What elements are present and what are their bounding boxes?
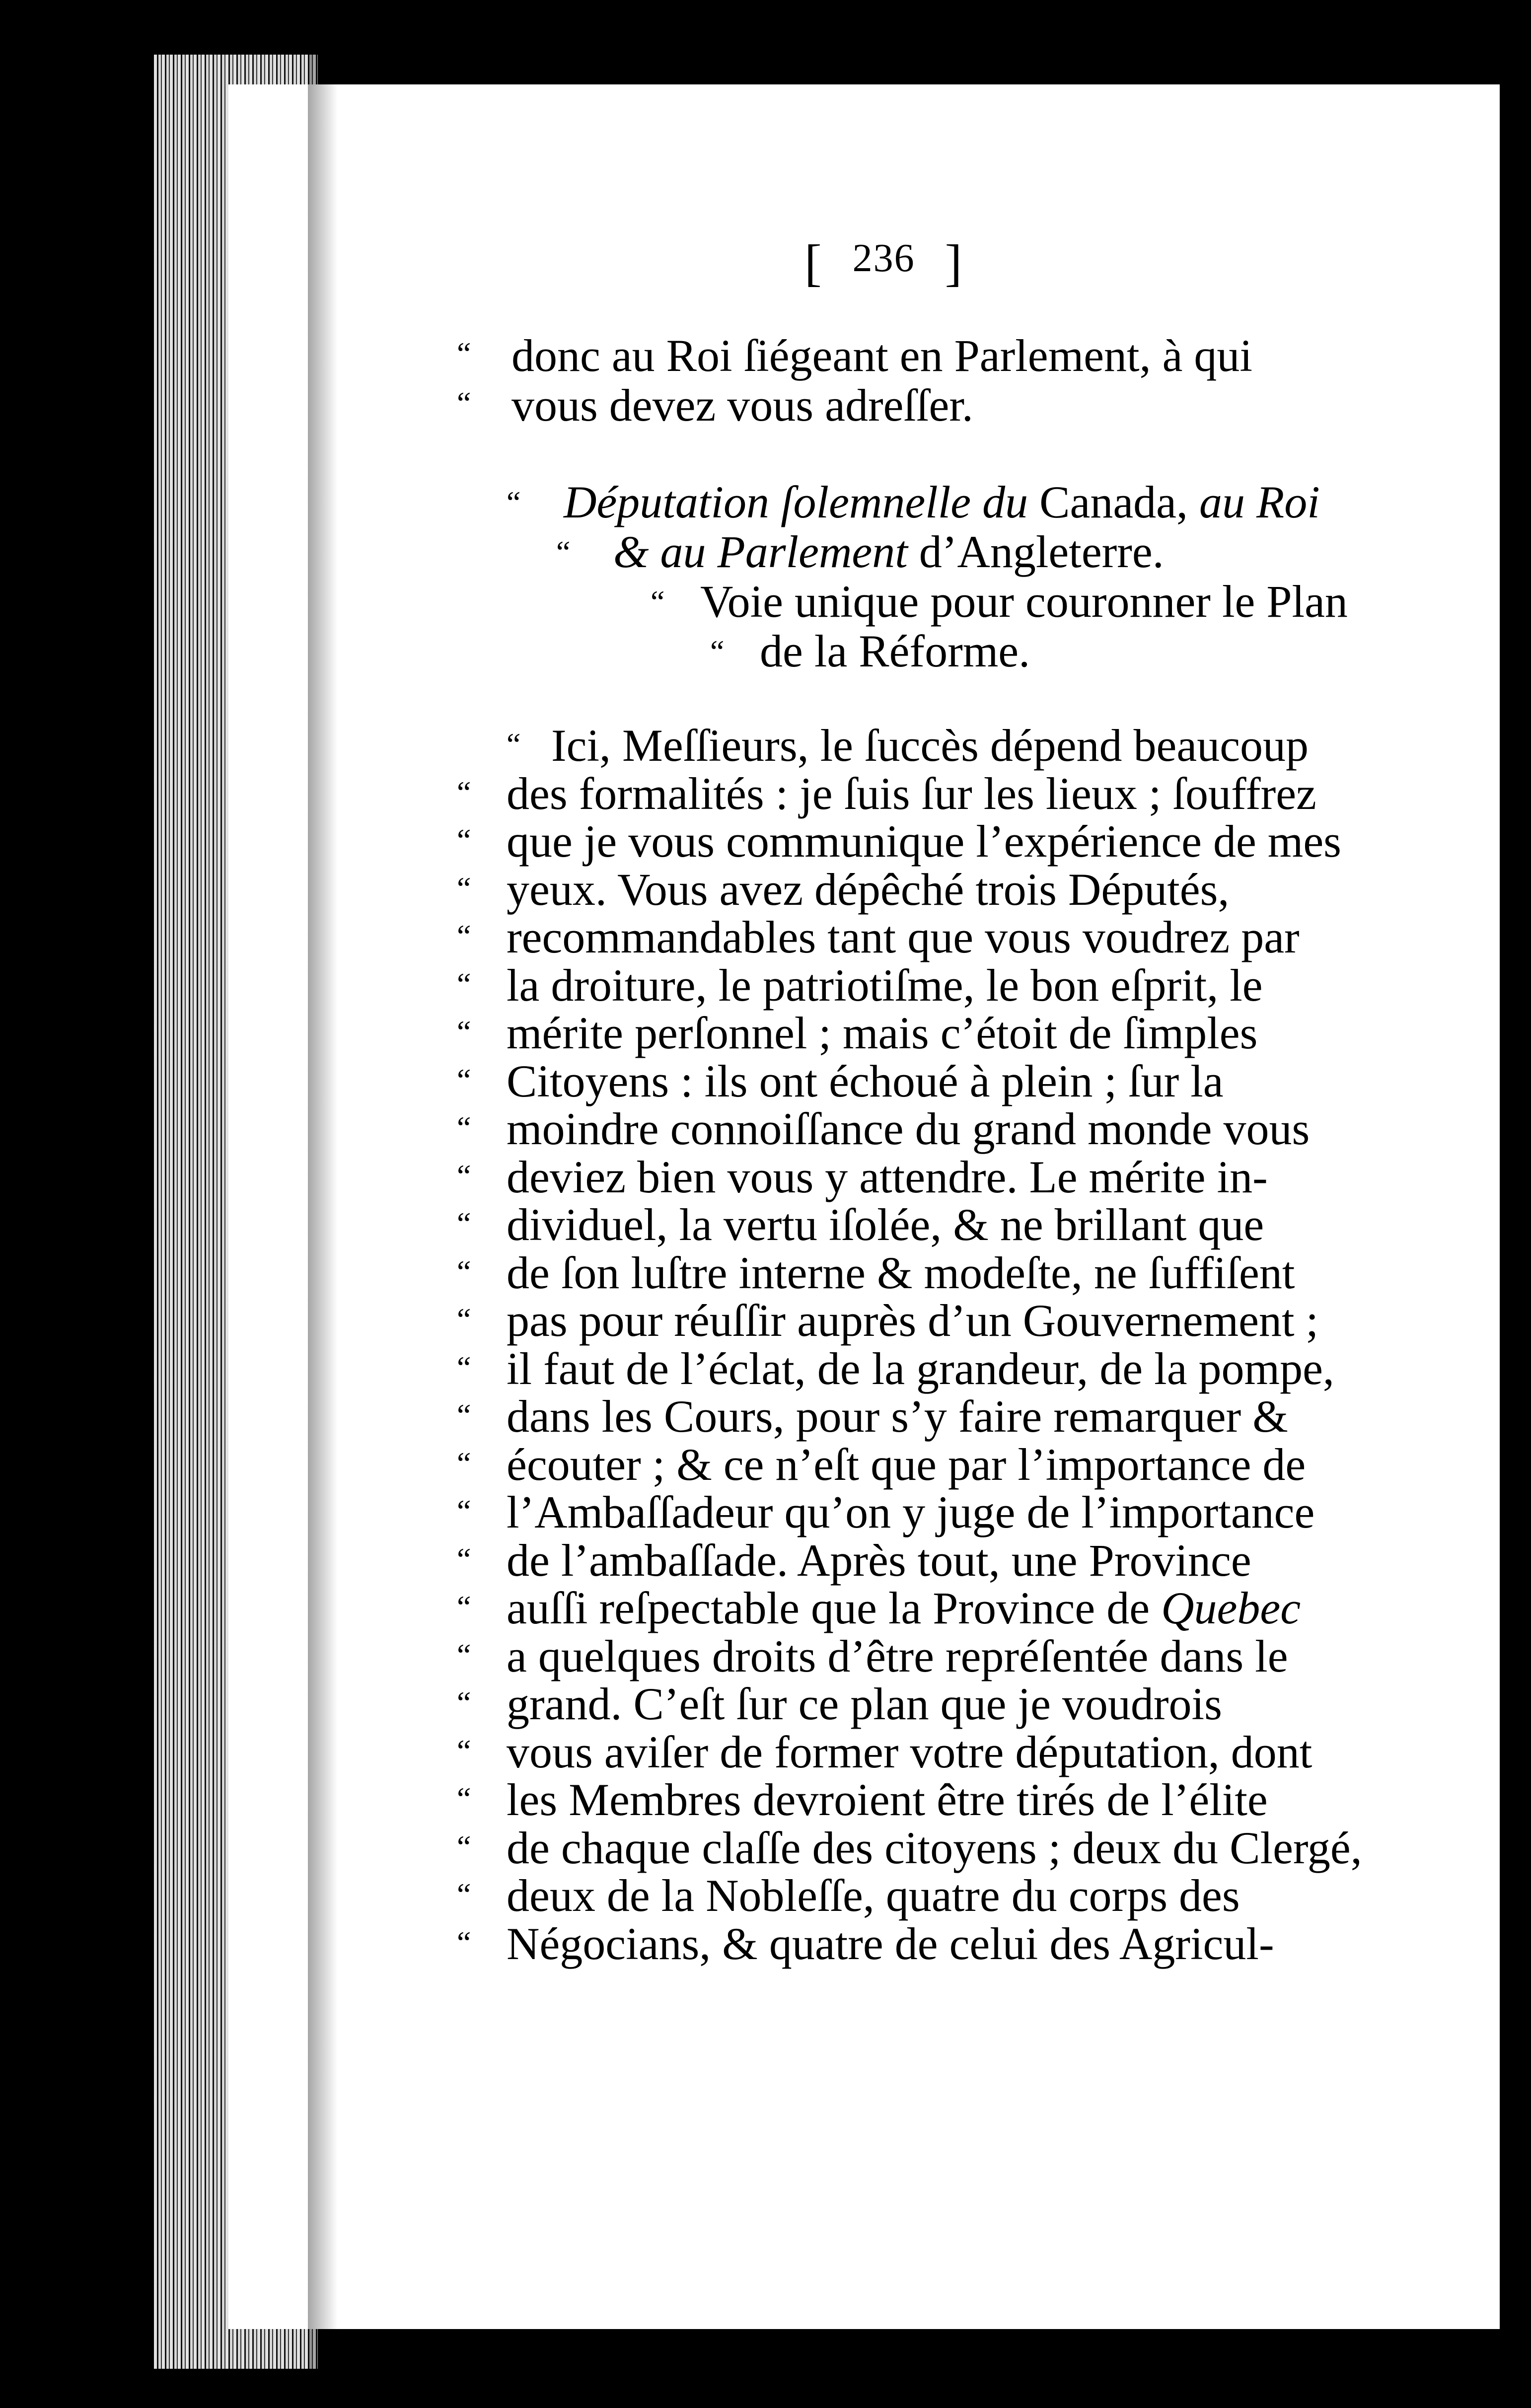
heading-canada: Canada, xyxy=(1039,477,1188,527)
heading-italic-deputation: Députation ſolemnelle du xyxy=(564,477,1028,527)
opening-line-2: vous devez vous adreſſer. xyxy=(511,380,973,431)
opening-line-1: donc au Roi ſiégeant en Parlement, à qui xyxy=(511,330,1252,381)
quote-mark: “ xyxy=(457,1349,471,1385)
heading-line-2 xyxy=(613,526,1164,577)
page-number-bracket-open: [ xyxy=(804,234,823,292)
gutter-shadow xyxy=(308,55,338,2369)
body-italic-quebec: Quebec xyxy=(1150,1583,1301,1633)
quote-mark: “ xyxy=(556,534,571,570)
heading-italic-parlement: & au Parlement xyxy=(613,526,908,577)
quote-mark: “ xyxy=(457,1685,471,1720)
quote-mark: “ xyxy=(651,584,665,619)
body-line: a quelques droits d’être repréſentée dans le xyxy=(507,1630,1288,1681)
quote-mark: “ xyxy=(457,1828,471,1864)
body-line: de ſon luſtre interne & modeſte, ne ſuffiſent xyxy=(507,1247,1295,1298)
heading-angleterre: d’Angleterre. xyxy=(919,526,1164,577)
quote-mark: “ xyxy=(457,1110,471,1145)
body-line: de l’ambaſſade. Après tout, une Province xyxy=(507,1534,1251,1586)
body-line: pas pour réuſſir auprès d’un Gouvernement ; xyxy=(507,1295,1319,1346)
quote-mark: “ xyxy=(507,485,521,520)
body-line: dans les Cours, pour s’y faire remarquer & xyxy=(507,1391,1288,1442)
page-number: 236 xyxy=(852,236,915,280)
body-line: deviez bien vous y attendre. Le mérite in- xyxy=(507,1151,1268,1202)
quote-mark: “ xyxy=(457,336,471,371)
quote-mark: “ xyxy=(457,1014,471,1049)
body-line: yeux. Vous avez dépêché trois Députés, xyxy=(507,864,1230,915)
body-line: grand. C’eſt ſur ce plan que je voudrois xyxy=(507,1678,1222,1729)
heading-line-3: Voie unique pour couronner le Plan xyxy=(700,576,1348,627)
heading-line-4: de la Réforme. xyxy=(760,626,1030,676)
body-line: Citoyens : ils ont échoué à plein ; ſur la xyxy=(507,1055,1224,1106)
quote-mark: “ xyxy=(710,634,725,669)
body-line: auſſi reſpectable que la Province de Quebec xyxy=(507,1583,1301,1633)
quote-mark: “ xyxy=(457,1158,471,1193)
quote-mark: “ xyxy=(457,1637,471,1673)
body-line: il faut de l’éclat, de la grandeur, de la pompe, xyxy=(507,1343,1334,1394)
quote-mark: “ xyxy=(457,1924,471,1960)
page-header xyxy=(804,233,963,292)
body-line: les Membres devroient être tirés de l’élite xyxy=(507,1774,1268,1825)
body-line: recommandables tant que vous voudrez par xyxy=(507,912,1300,962)
quote-mark: “ xyxy=(457,1062,471,1097)
quote-mark: “ xyxy=(457,1733,471,1768)
body-line: la droiture, le patriotiſme, le bon eſprit, le xyxy=(507,959,1263,1011)
body-line: Ici, Meſſieurs, le ſuccès dépend beaucoup xyxy=(551,720,1309,771)
body-line: écouter ; & ce n’eſt que par l’importance de xyxy=(507,1439,1306,1490)
body-line: de chaque claſſe des citoyens ; deux du Clergé, xyxy=(507,1822,1362,1873)
heading-line-1 xyxy=(564,479,1320,525)
quote-mark: “ xyxy=(457,1445,471,1481)
body-line: deux de la Nobleſſe, quatre du corps des xyxy=(507,1870,1240,1921)
quote-mark: “ xyxy=(457,385,471,421)
page-number-bracket-close: ] xyxy=(945,234,963,292)
body-line: des formalités : je ſuis ſur les lieux ; ſouffrez xyxy=(507,768,1316,819)
quote-mark: “ xyxy=(457,1397,471,1433)
body-line: vous aviſer de former votre députation, dont xyxy=(507,1726,1312,1777)
body-line: dividuel, la vertu iſolée, & ne brillant que xyxy=(507,1199,1264,1250)
body-line: mérite perſonnel ; mais c’étoit de ſimples xyxy=(507,1008,1258,1058)
body-line: moindre connoiſſance du grand monde vous xyxy=(507,1103,1310,1154)
quote-mark: “ xyxy=(457,1253,471,1289)
quote-mark: “ xyxy=(457,822,471,858)
quote-mark: “ xyxy=(507,727,521,762)
quote-mark: “ xyxy=(457,1541,471,1577)
quote-mark: “ xyxy=(457,966,471,1002)
quote-mark: “ xyxy=(457,1493,471,1529)
quote-mark: “ xyxy=(457,870,471,906)
quote-mark: “ xyxy=(457,1302,471,1337)
quote-mark: “ xyxy=(457,1781,471,1816)
quote-mark: “ xyxy=(457,1206,471,1241)
quote-mark: “ xyxy=(457,918,471,953)
body-line: l’Ambaſſadeur qu’on y juge de l’importance xyxy=(507,1487,1315,1537)
quote-mark: “ xyxy=(457,774,471,810)
body-line: Négocians, & quatre de celui des Agricul- xyxy=(507,1918,1274,1969)
body-line: que je vous communique l’expérience de mes xyxy=(507,816,1341,867)
heading-italic-au-roi: au Roi xyxy=(1199,477,1320,527)
quote-mark: “ xyxy=(457,1877,471,1912)
quote-mark: “ xyxy=(457,1589,471,1624)
